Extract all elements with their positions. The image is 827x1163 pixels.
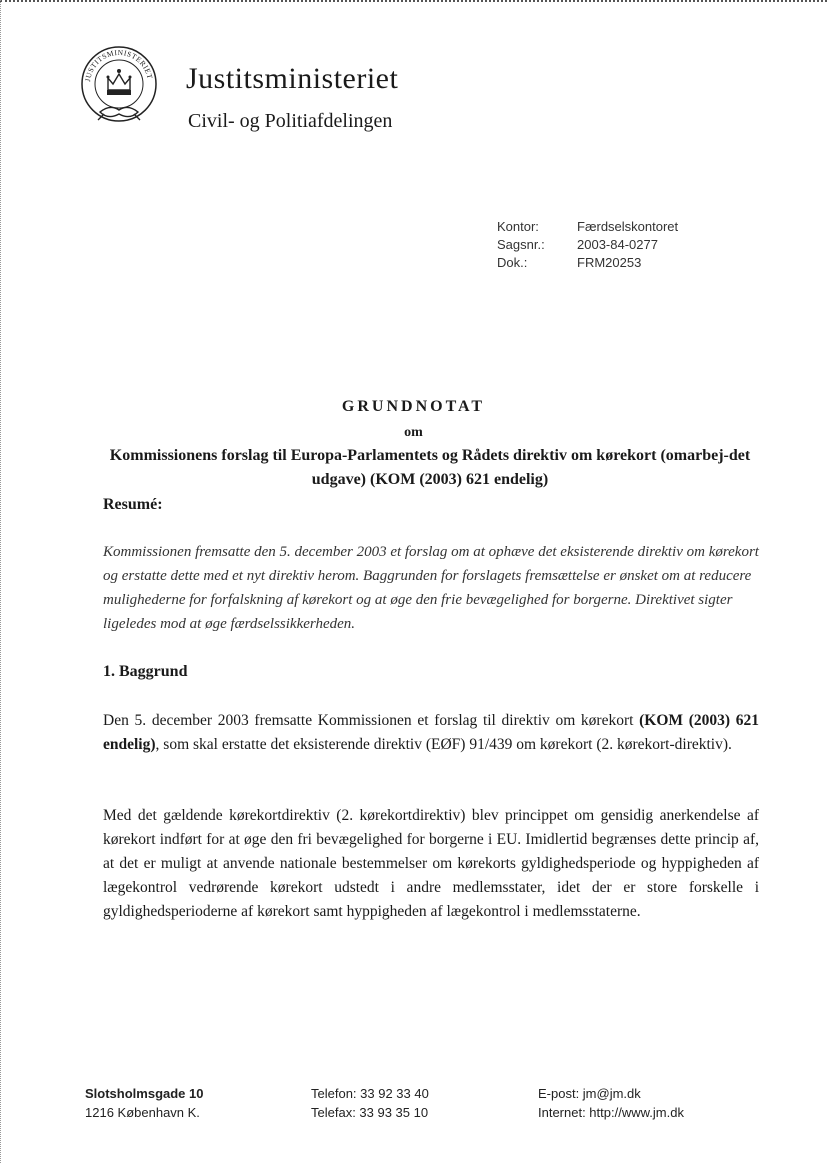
footer-telephone: Telefon: 33 92 33 40 xyxy=(311,1086,429,1101)
paragraph: Med det gældende kørekortdirektiv (2. kørekortdirektiv) blev princippet om gensidig anerkendelse af kørekort indført for at øge den fri bevægelighed for borgerne i EU. Imidlertid begrænses dette princip af, at det er muligt at anvende nationale bestemmelser om kørekorts gyldighedsperiode og hyppigheden af lægekontrol vedrørende kørekort udstedt i andre medlemsstater, idet der er store forskelle i gyldighedsperioderne af kørekort samt hyppigheden af lægekontrol i medlemsstaterne. xyxy=(103,807,759,920)
footer-telefax: Telefax: 33 93 35 10 xyxy=(311,1105,429,1120)
meta-label: Kontor: xyxy=(497,219,539,234)
section-heading: 1. Baggrund xyxy=(103,663,188,680)
scan-edge-top xyxy=(0,0,827,5)
department-name: Civil- og Politiafdelingen xyxy=(188,110,393,132)
resume-text: Kommissionen fremsatte den 5. december 2003 et forslag om at ophæve det eksisterende direktiv om kørekort og erstatte dette med et nyt direktiv herom. Baggrunden for forslagets fremsættelse er ønsket om at reducere mulighederne for forfalskning af kørekort og at øge den frie bevægelighed for borgerne. Direktivet sigter ligeledes mod at øge færdselssikkerheden. xyxy=(103,544,759,632)
footer-address xyxy=(85,1084,203,1122)
paragraph-text: Den 5. december 2003 fremsatte Kommissionen et forslag til direktiv om kørekort xyxy=(103,712,640,729)
meta-row-office xyxy=(497,218,678,236)
footer-contact xyxy=(538,1084,684,1122)
ministry-seal-icon xyxy=(78,40,160,128)
paragraph xyxy=(103,709,759,757)
footer-phone xyxy=(311,1084,429,1122)
meta-value: Færdselskontoret xyxy=(577,219,679,234)
document-meta xyxy=(497,218,678,272)
document-title: GRUNDNOTAT xyxy=(341,398,486,415)
document-subject: Kommissionens forslag til Europa-Parlamentets og Rådets direktiv om kørekort (omarbej-det udgave) (KOM (2003) 621 endelig) xyxy=(109,447,751,488)
paragraph-text: , som skal erstatte det eksisterende direktiv (EØF) 91/439 om kørekort (2. kørekort-direktiv). xyxy=(155,736,732,753)
meta-value: 2003-84-0277 xyxy=(577,237,658,252)
footer-city: 1216 København K. xyxy=(85,1105,200,1120)
svg-text:JUSTITSMINISTERIET: JUSTITSMINISTERIET xyxy=(83,47,155,83)
scan-edge-left xyxy=(0,0,2,1163)
meta-value: FRM20253 xyxy=(577,255,642,270)
footer-website: Internet: http://www.jm.dk xyxy=(538,1105,684,1120)
paragraph-bold-ref: (KOM (2003) 621 endelig) xyxy=(103,712,759,753)
title-connector: om xyxy=(404,425,423,440)
resume-heading: Resumé: xyxy=(103,496,163,513)
footer-email: E-post: jm@jm.dk xyxy=(538,1086,641,1101)
ministry-name: Justitsministeriet xyxy=(186,62,399,95)
meta-label: Sagsnr.: xyxy=(497,237,545,252)
meta-label: Dok.: xyxy=(497,255,528,270)
meta-row-doc xyxy=(497,254,678,272)
footer-street: Slotsholmsgade 10 xyxy=(85,1086,204,1101)
meta-row-case xyxy=(497,236,678,254)
